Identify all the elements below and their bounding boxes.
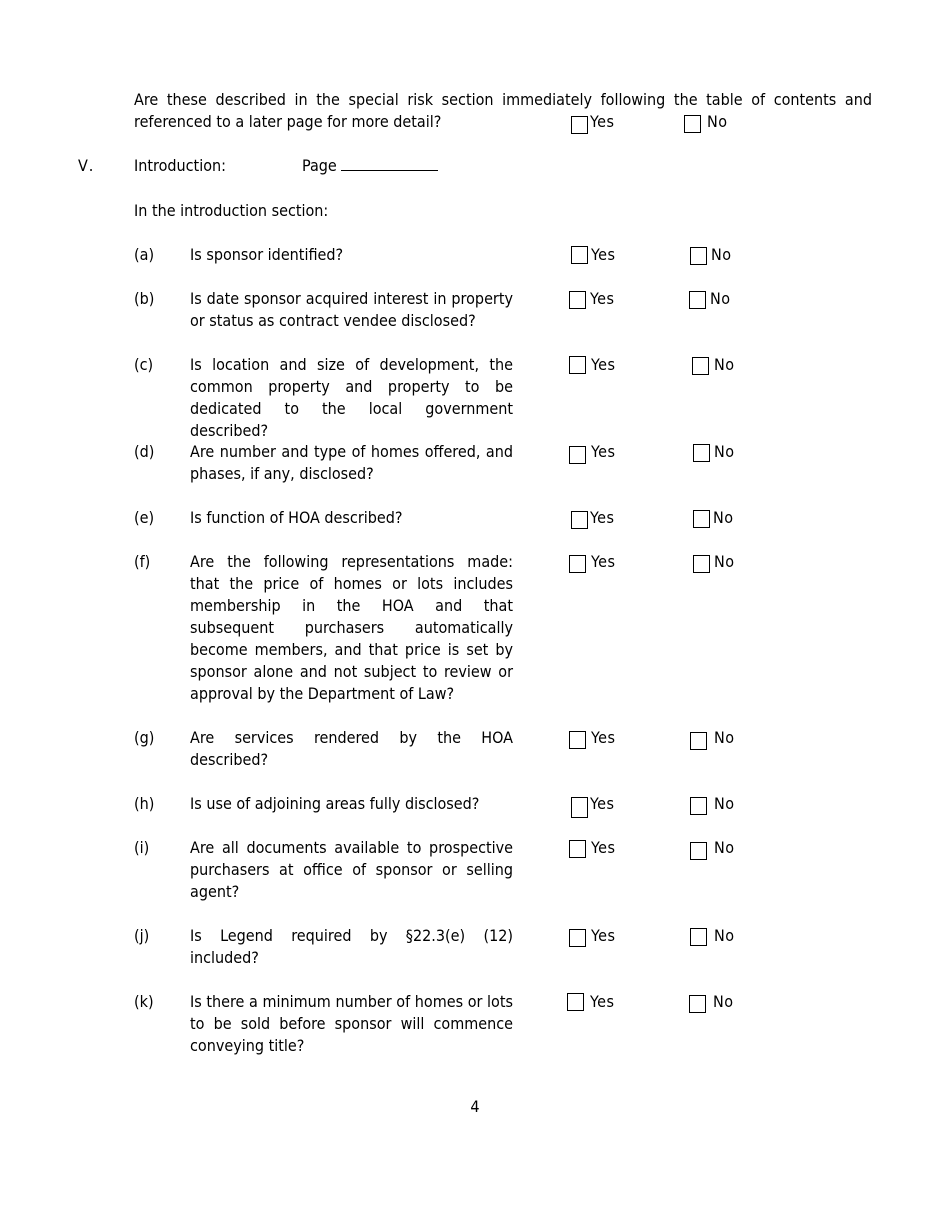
question-letter: (h) <box>134 794 155 813</box>
question-g-yes-checkbox[interactable] <box>569 731 586 749</box>
no-label: No <box>714 838 735 857</box>
yes-label: Yes <box>591 838 616 857</box>
yes-label: Yes <box>591 355 616 374</box>
question-letter: (b) <box>134 289 155 308</box>
no-label: No <box>714 442 735 461</box>
question-letter: (e) <box>134 508 155 527</box>
question-text: Is there a minimum number of homes or lots to be sold before sponsor will commence conveying title? <box>190 992 513 1055</box>
question-c-no-checkbox[interactable] <box>692 357 709 375</box>
question-letter: (c) <box>134 355 154 374</box>
question-text: Are number and type of homes offered, and phases, if any, disclosed? <box>190 442 513 483</box>
question-i-yes-checkbox[interactable] <box>569 840 586 858</box>
no-label: No <box>714 355 735 374</box>
question-letter: (f) <box>134 552 151 571</box>
section-number: V. <box>78 156 97 175</box>
yes-label: Yes <box>590 508 615 527</box>
no-label: No <box>710 289 731 308</box>
question-letter: (g) <box>134 728 155 747</box>
yes-label: Yes <box>591 728 616 747</box>
yes-label: Yes <box>591 552 616 571</box>
question-text: Is Legend required by §22.3(e) (12) included? <box>190 926 513 967</box>
question-b-yes-checkbox[interactable] <box>569 291 586 309</box>
yes-label: Yes <box>591 926 616 945</box>
intro-no-checkbox[interactable] <box>684 115 701 133</box>
question-e-no-checkbox[interactable] <box>693 510 710 528</box>
question-h-no-checkbox[interactable] <box>690 797 707 815</box>
question-b-no-checkbox[interactable] <box>689 291 706 309</box>
intro-no-label: No <box>707 112 728 131</box>
question-g-no-checkbox[interactable] <box>690 732 707 750</box>
yes-label: Yes <box>590 794 615 813</box>
question-e-yes-checkbox[interactable] <box>571 511 588 529</box>
question-c-yes-checkbox[interactable] <box>569 356 586 374</box>
question-letter: (i) <box>134 838 150 857</box>
page-label: Page <box>302 156 337 175</box>
page-number: 4 <box>470 1097 480 1116</box>
yes-label: Yes <box>591 442 616 461</box>
no-label: No <box>714 794 735 813</box>
question-i-no-checkbox[interactable] <box>690 842 707 860</box>
question-h-yes-checkbox[interactable] <box>571 797 588 818</box>
no-label: No <box>711 245 732 264</box>
no-label: No <box>713 508 734 527</box>
question-text: Is use of adjoining areas fully disclosed? <box>190 794 480 813</box>
question-letter: (a) <box>134 245 155 264</box>
no-label: No <box>714 728 735 747</box>
question-d-no-checkbox[interactable] <box>693 444 710 462</box>
question-f-yes-checkbox[interactable] <box>569 555 586 573</box>
question-letter: (k) <box>134 992 154 1011</box>
question-text: Is sponsor identified? <box>190 245 344 264</box>
question-f-no-checkbox[interactable] <box>693 555 710 573</box>
question-k-yes-checkbox[interactable] <box>567 993 584 1011</box>
intro-yes-checkbox[interactable] <box>571 116 588 134</box>
question-text: Is function of HOA described? <box>190 508 403 527</box>
question-d-yes-checkbox[interactable] <box>569 446 586 464</box>
yes-label: Yes <box>590 992 615 1011</box>
intro-question-text: Are these described in the special risk section immediately following the table of contents and referenced to a later page for more detail? <box>134 90 872 131</box>
question-k-no-checkbox[interactable] <box>689 995 706 1013</box>
question-a-yes-checkbox[interactable] <box>571 246 588 264</box>
no-label: No <box>714 552 735 571</box>
question-text: Is location and size of development, the common property and property to be dedicated to the local government described? <box>190 355 513 440</box>
no-label: No <box>714 926 735 945</box>
section-title: Introduction: <box>134 156 226 175</box>
question-text: Are all documents available to prospective purchasers at office of sponsor or selling agent? <box>190 838 513 901</box>
question-j-yes-checkbox[interactable] <box>569 929 586 947</box>
page-reference <box>302 155 438 177</box>
no-label: No <box>713 992 734 1011</box>
section-lead: In the introduction section: <box>134 201 329 220</box>
question-text: Is date sponsor acquired interest in property or status as contract vendee disclosed? <box>190 289 513 330</box>
yes-label: Yes <box>591 245 616 264</box>
yes-label: Yes <box>590 289 615 308</box>
question-j-no-checkbox[interactable] <box>690 928 707 946</box>
question-letter: (j) <box>134 926 150 945</box>
question-letter: (d) <box>134 442 155 461</box>
question-text: Are the following representations made: that the price of homes or lots includes membership in the HOA and that subsequent purchasers automatically become members, and that price is set by sponsor alone and not subject to review or approval by the Department of Law? <box>190 552 513 703</box>
question-a-no-checkbox[interactable] <box>690 247 707 265</box>
question-text: Are services rendered by the HOA described? <box>190 728 513 769</box>
page-blank-line[interactable] <box>341 156 438 171</box>
intro-yes-label: Yes <box>590 112 615 131</box>
